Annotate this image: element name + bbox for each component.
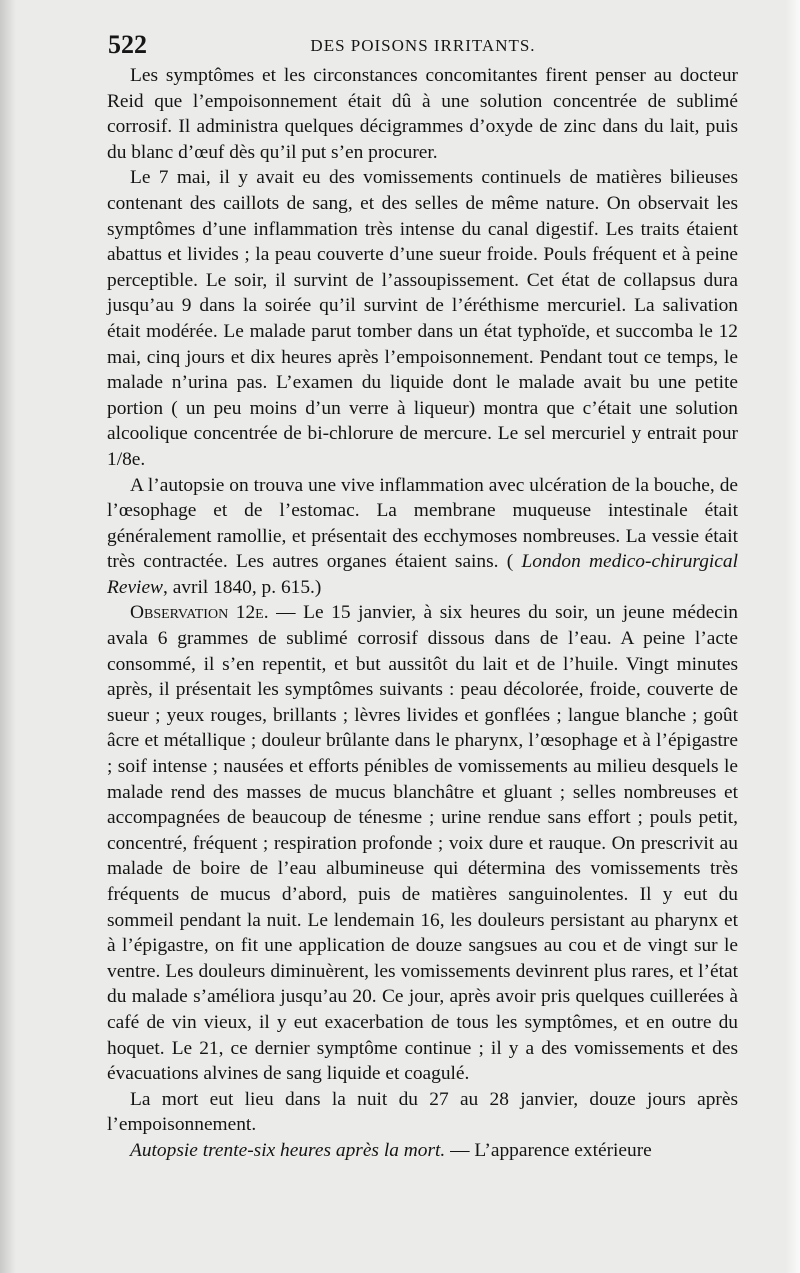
- paragraph: [107, 63, 738, 165]
- paragraph-text: Les symptômes et les circonstances concomitantes firent penser au docteur Reid que l’empoisonnement était dû à une solution concentrée de sublimé corrosif. Il administra quelques décigrammes d’oxyde de zinc dans du lait, puis du blanc d’œuf dès qu’il put s’en procurer.: [107, 65, 738, 163]
- citation-title: London medico-chirurgical Review: [107, 551, 738, 598]
- paragraph: [107, 1138, 738, 1164]
- paragraph-text: A l’autopsie on trouva une vive inflammation avec ulcération de la bouche, de l’œsophage et de l’estomac. La membrane muqueuse intestinale était généralement ramollie, et présentait des ecchymoses nombreuses. La vessie était très contractée. Les autres organes étaient sains.: [107, 474, 738, 573]
- page-right-edge: [786, 0, 800, 1273]
- paragraph: [107, 600, 738, 1086]
- body-text: [107, 63, 738, 1164]
- paragraph: [107, 1087, 738, 1138]
- running-title: DES POISONS IRRITANTS.: [310, 36, 536, 55]
- citation-details: , avril 1840, p. 615.): [163, 576, 322, 598]
- citation-open: (: [506, 551, 514, 573]
- section-lead: Autopsie trente-six heures après la mort.: [130, 1139, 446, 1161]
- paragraph-text: — L’apparence extérieure: [450, 1139, 652, 1161]
- paragraph: [107, 473, 738, 601]
- page-header: [108, 30, 738, 64]
- observation-label: Observation 12e.: [130, 602, 269, 624]
- paragraph-text: La mort eut lieu dans la nuit du 27 au 28 janvier, douze jours après l’empoisonnement.: [107, 1088, 738, 1136]
- page-left-edge: [0, 0, 16, 1273]
- paragraph: [107, 165, 738, 472]
- page-number: 522: [108, 30, 147, 59]
- paragraph-text: Le 7 mai, il y avait eu des vomissements continuels de matières bilieuses contenant des caillots de sang, et des selles de même nature. On observait les symptômes d’une inflammation très intense du canal digestif. Les traits étaient abattus et livides ; la peau couverte d’une sueur froide. Pouls fréquent et à peine perceptible. Le soir, il survint de l’assoupissement. Cet état de collapsus dura jusqu’au 9 dans la soirée qu’il survint de l’éréthisme mercuriel. La salivation était modérée. Le malade parut tomber dans un état typhoïde, et succomba le 12 mai, cinq jours et dix heures après l’empoisonnement. Pendant tout ce temps, le malade n’urina pas. L’examen du liquide dont le malade avait bu une petite portion ( un peu moins d’un verre à liqueur) montra que c’était une solution alcoolique concentrée de bi-chlorure de mercure. Le sel mercuriel y entrait pour 1/8e.: [107, 167, 738, 470]
- paragraph-text: — Le 15 janvier, à six heures du soir, un jeune médecin avala 6 grammes de sublimé corrosif dissous dans de l’eau. A peine l’acte consommé, il s’en repentit, et but aussitôt du lait et de l’huile. Vingt minutes après, il présentait les symptômes suivants : peau décolorée, froide, couverte de sueur ; yeux rouges, brillants ; lèvres livides et gonflées ; langue blanche ; goût âcre et métallique ; douleur brûlante dans le pharynx, l’œsophage et à l’épigastre ; soif intense ; nausées et efforts pénibles de vomissements au milieu desquels le malade rend des masses de mucus blanchâtre et gluant ; selles nombreuses et accompagnées de beaucoup de ténesme ; urine rendue sans effort ; pouls petit, concentré, fréquent ; respiration profonde ; voix dure et rauque. On prescrivit au malade de boire de l’eau albumineuse qui détermina des vomissements très fréquents de mucus d’abord, puis de matières sanguinolentes. Il y eut du sommeil pendant la nuit. Le lendemain 16, les douleurs persistant au pharynx et à l’épigastre, on fit une application de douze sangsues au cou et de vingt sur le ventre. Les douleurs diminuèrent, les vomissements devinrent plus rares, et l’état du malade s’améliora jusqu’au 20. Ce jour, après avoir pris quelques cuillerées à café de vin vieux, il y eut exacerbation de tous les symptômes, et en outre du hoquet. Le 21, ce dernier symptôme continue ; il y a des vomissements et des évacuations alvines de sang liquide et coagulé.: [107, 602, 738, 1085]
